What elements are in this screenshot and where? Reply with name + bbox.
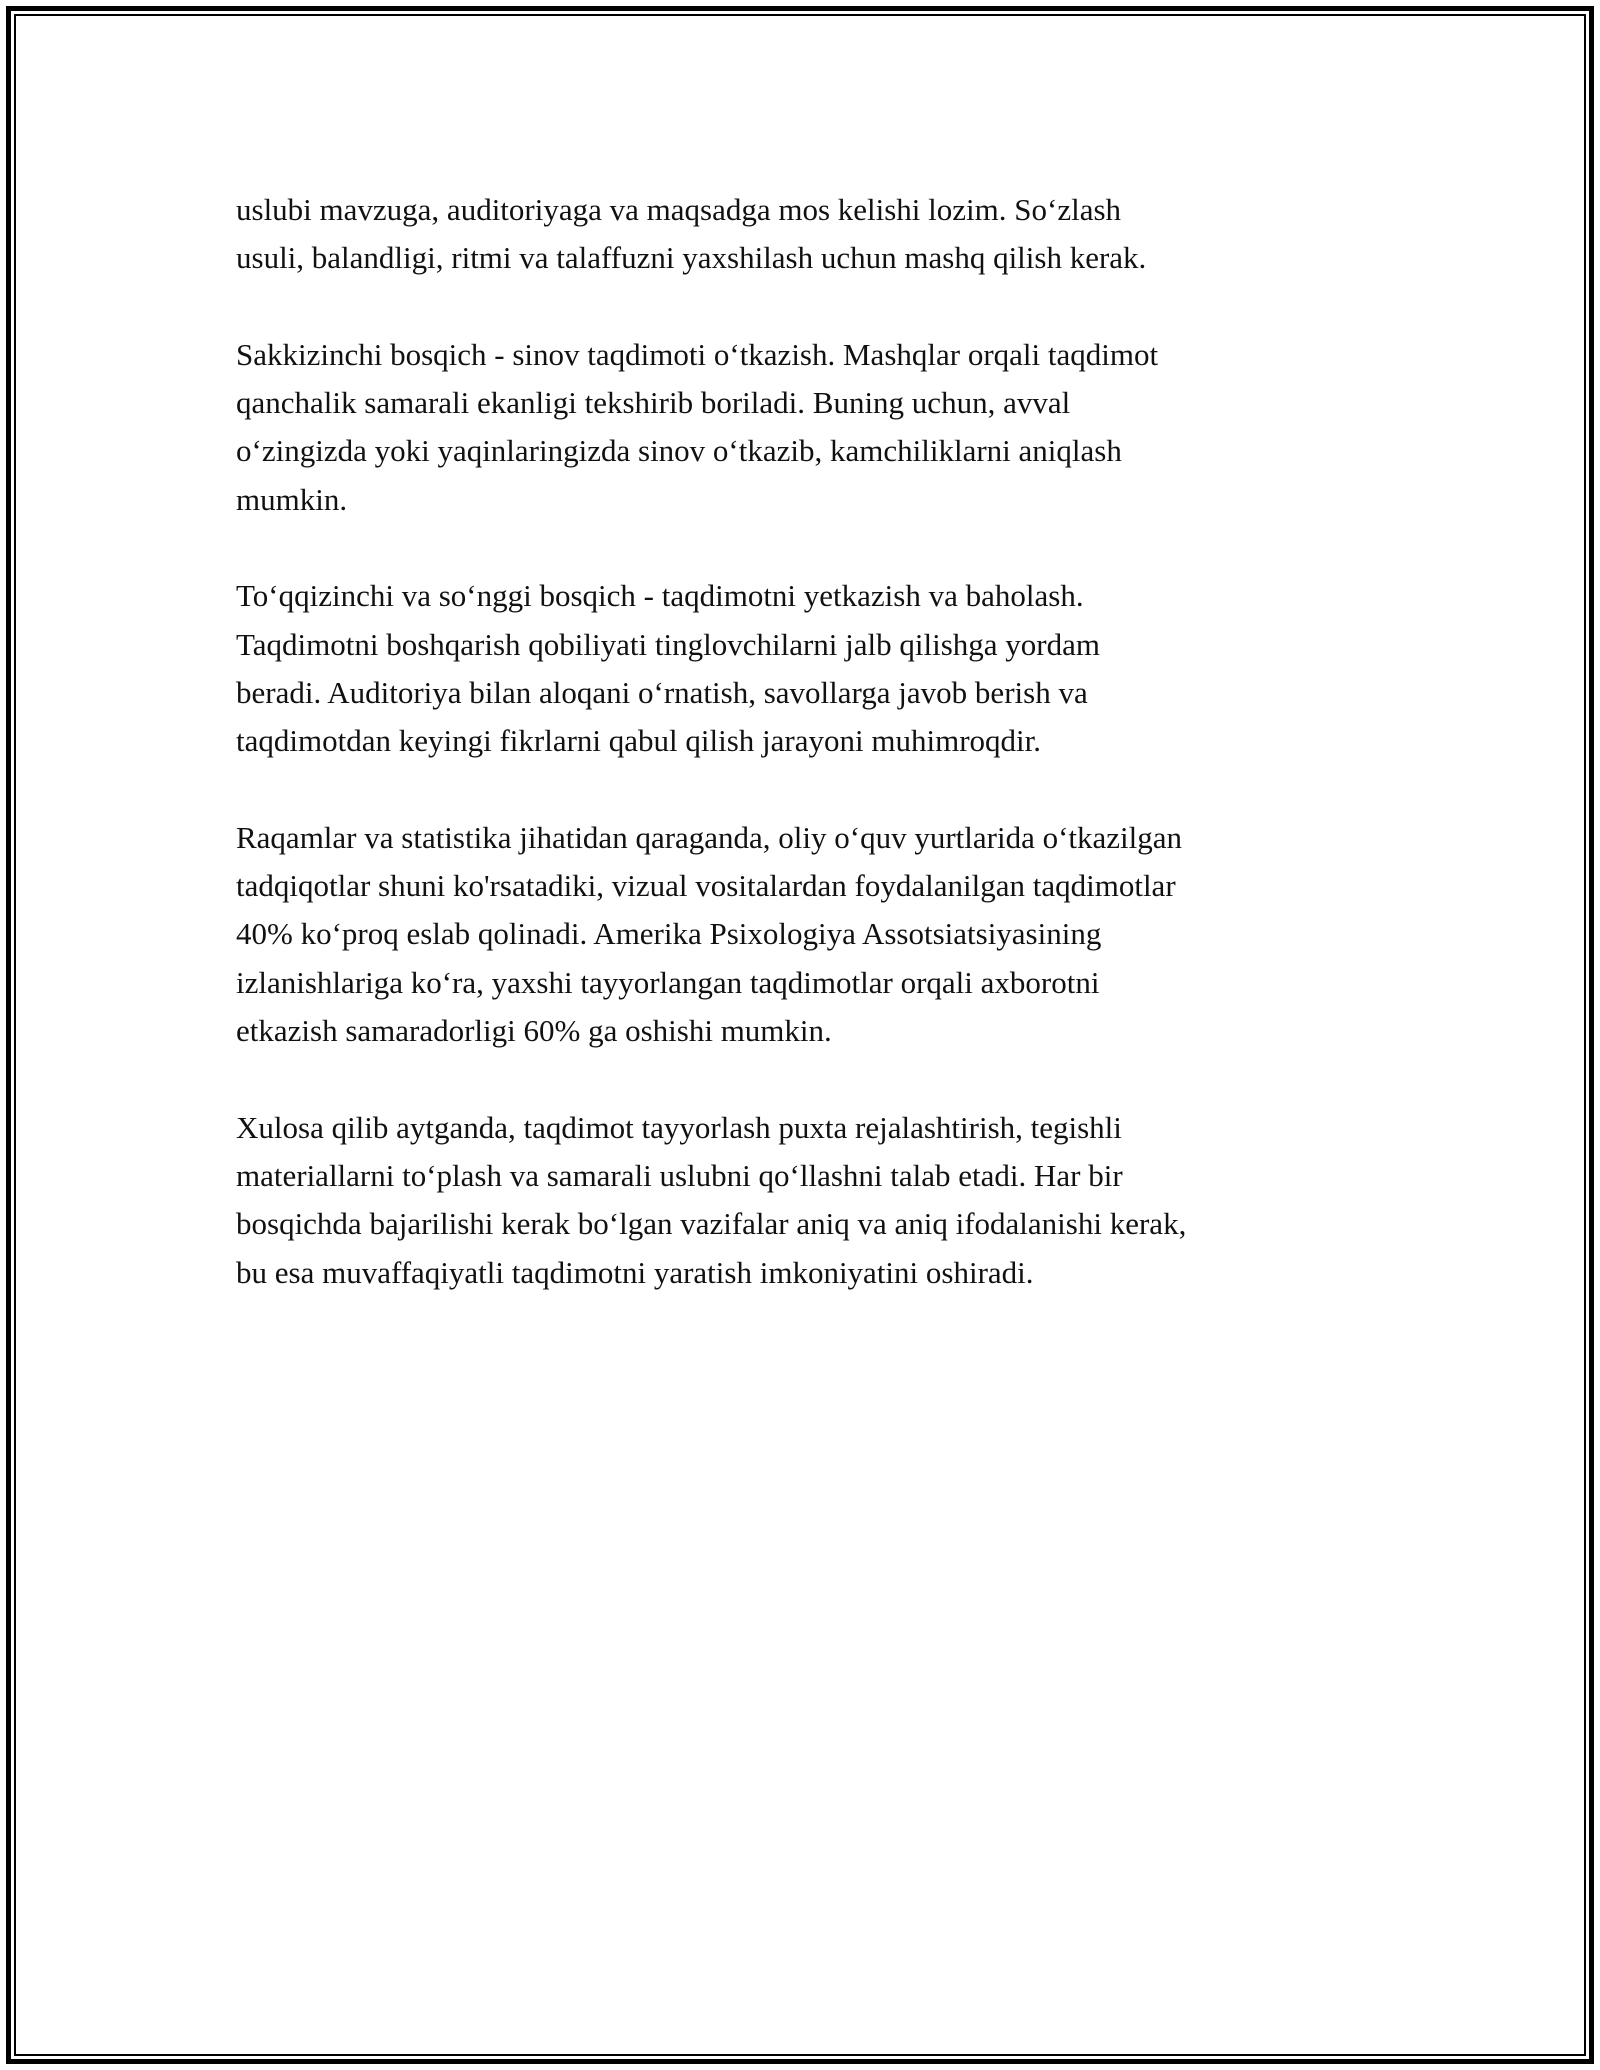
paragraph-1 <box>236 186 1366 283</box>
text-line: To‘qqizinchi va so‘nggi bosqich - taqdimotni yetkazish va baholash. <box>236 578 1084 614</box>
text-line: Sakkizinchi bosqich - sinov taqdimoti o‘tkazish. Mashqlar orqali taqdimot <box>236 336 1159 372</box>
text-line: usuli, balandligi, ritmi va talaffuzni yaxshilash uchun mashq qilish kerak. <box>236 240 1147 276</box>
text-line: qanchalik samarali ekanligi tekshirib boriladi. Buning uchun, avval <box>236 385 1071 421</box>
text-line: mumkin. <box>236 481 348 517</box>
paragraph-3 <box>236 572 1366 765</box>
text-line: Xulosa qilib aytganda, taqdimot tayyorlash puxta rejalashtirish, tegishli <box>236 1109 1122 1145</box>
paragraph-5 <box>236 1104 1366 1297</box>
text-line: uslubi mavzuga, auditoriyaga va maqsadga mos kelishi lozim. So‘zlash <box>236 192 1122 227</box>
text-line: 40% ko‘proq eslab qolinadi. Amerika Psixologiya Assotsiatsiyasining <box>236 916 1102 952</box>
document-body <box>236 186 1366 1345</box>
paragraph-4 <box>236 814 1366 1055</box>
text-line: Raqamlar va statistika jihatidan qaraganda, oliy o‘quv yurtlarida o‘tkazilgan <box>236 819 1183 855</box>
text-line: beradi. Auditoriya bilan aloqani o‘rnatish, savollarga javob berish va <box>236 674 1088 710</box>
text-line: taqdimotdan keyingi fikrlarni qabul qilish jarayoni muhimroqdir. <box>236 723 1042 759</box>
text-line: materiallarni to‘plash va samarali uslubni qo‘llashni talab etadi. Har bir <box>236 1157 1123 1193</box>
text-line: tadqiqotlar shuni ko'rsatadiki, vizual vositalardan foydalanilgan taqdimotlar <box>236 868 1176 904</box>
text-line: o‘zingizda yoki yaqinlaringizda sinov o‘tkazib, kamchiliklarni aniqlash <box>236 433 1122 469</box>
text-line: izlanishlariga ko‘ra, yaxshi tayyorlangan taqdimotlar orqali axborotni <box>236 964 1100 1000</box>
text-line: etkazish samaradorligi 60% ga oshishi mumkin. <box>236 1013 832 1049</box>
text-line: bu esa muvaffaqiyatli taqdimotni yaratish imkoniyatini oshiradi. <box>236 1254 1034 1290</box>
text-line: bosqichda bajarilishi kerak bo‘lgan vazifalar aniq va aniq ifodalanishi kerak, <box>236 1206 1187 1242</box>
paragraph-2 <box>236 331 1366 524</box>
text-line: Taqdimotni boshqarish qobiliyati tinglovchilarni jalb qilishga yordam <box>236 626 1100 662</box>
